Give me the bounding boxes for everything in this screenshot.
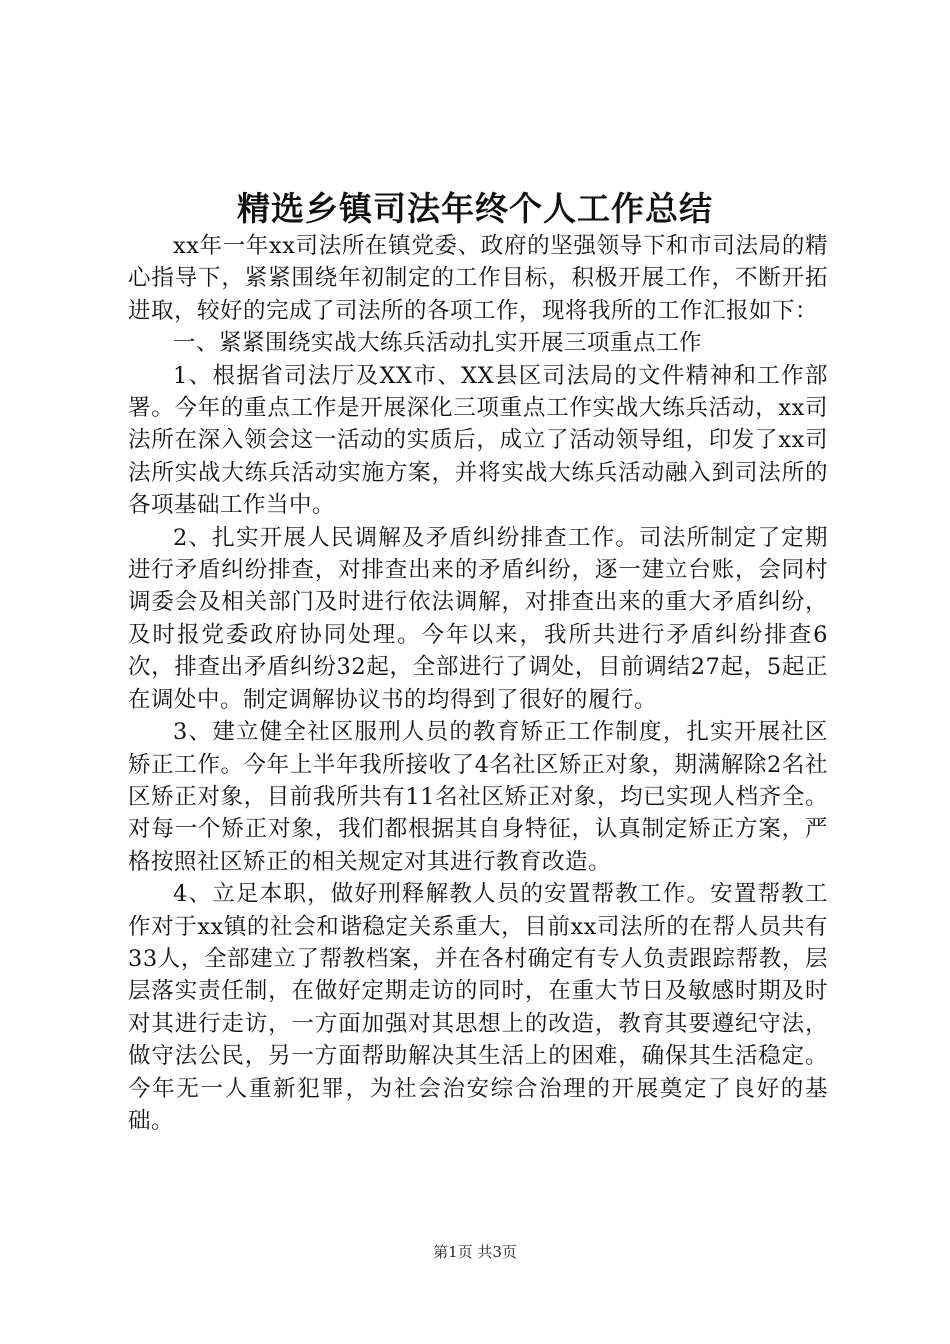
document-body [128,230,828,1137]
section-heading-1: 一、紧紧围绕实战大练兵活动扎实开展三项重点工作 [173,330,703,357]
document-title: 精选乡镇司法年终个人工作总结 [237,189,713,228]
page-footer: 第1页 共3页 [433,1243,517,1261]
paragraph-item-3: 3、建立健全社区服刑人员的教育矫正工作制度，扎实开展社区矫正工作。今年上半年我所接收了4名社区矫正对象，期满解除2名社区矫正对象，目前我所共有11名社区矫正对象，均已实现人档齐全。对每一个矫正对象，我们都根据其自身特征，认真制定矫正方案，严格按照社区矫正的相关规定对其进行教育改造。 [128,719,828,875]
paragraph-item-2: 2、扎实开展人民调解及矛盾纠纷排查工作。司法所制定了定期进行矛盾纠纷排查，对排查出来的矛盾纠纷，逐一建立台账，会同村调委会及相关部门及时进行依法调解，对排查出来的重大矛盾纠纷，及时报党委政府协同处理。今年以来，我所共进行矛盾纠纷排查6次，排查出矛盾纠纷32起，全部进行了调处，目前调结27起，5起正在调处中。制定调解协议书的均得到了很好的履行。 [128,524,828,713]
paragraph-item-1: 1、根据省司法厅及XX市、XX县区司法局的文件精神和工作部署。今年的重点工作是开展深化三项重点工作实战大练兵活动，xx司法所在深入领会这一活动的实质后，成立了活动领导组，印发了xx司法所实战大练兵活动实施方案，并将实战大练兵活动融入到司法所的各项基础工作当中。 [128,362,828,519]
paragraph-item-4: 4、立足本职，做好刑释解教人员的安置帮教工作。安置帮教工作对于xx镇的社会和谐稳定关系重大，目前xx司法所的在帮人员共有33人，全部建立了帮教档案，并在各村确定有专人负责跟踪帮教，层层落实责任制，在做好定期走访的同时，在重大节日及敏感时期及时对其进行走访，一方面加强对其思想上的改造，教育其要遵纪守法，做守法公民，另一方面帮助解决其生活上的困难，确保其生活稳定。今年无一人重新犯罪，为社会治安综合治理的开展奠定了良好的基础。 [128,881,828,1134]
paragraph-intro: xx年一年xx司法所在镇党委、政府的坚强领导下和市司法局的精心指导下，紧紧围绕年初制定的工作目标，积极开展工作，不断开拓进取，较好的完成了司法所的各项工作，现将我所的工作汇报如下： [128,233,828,324]
